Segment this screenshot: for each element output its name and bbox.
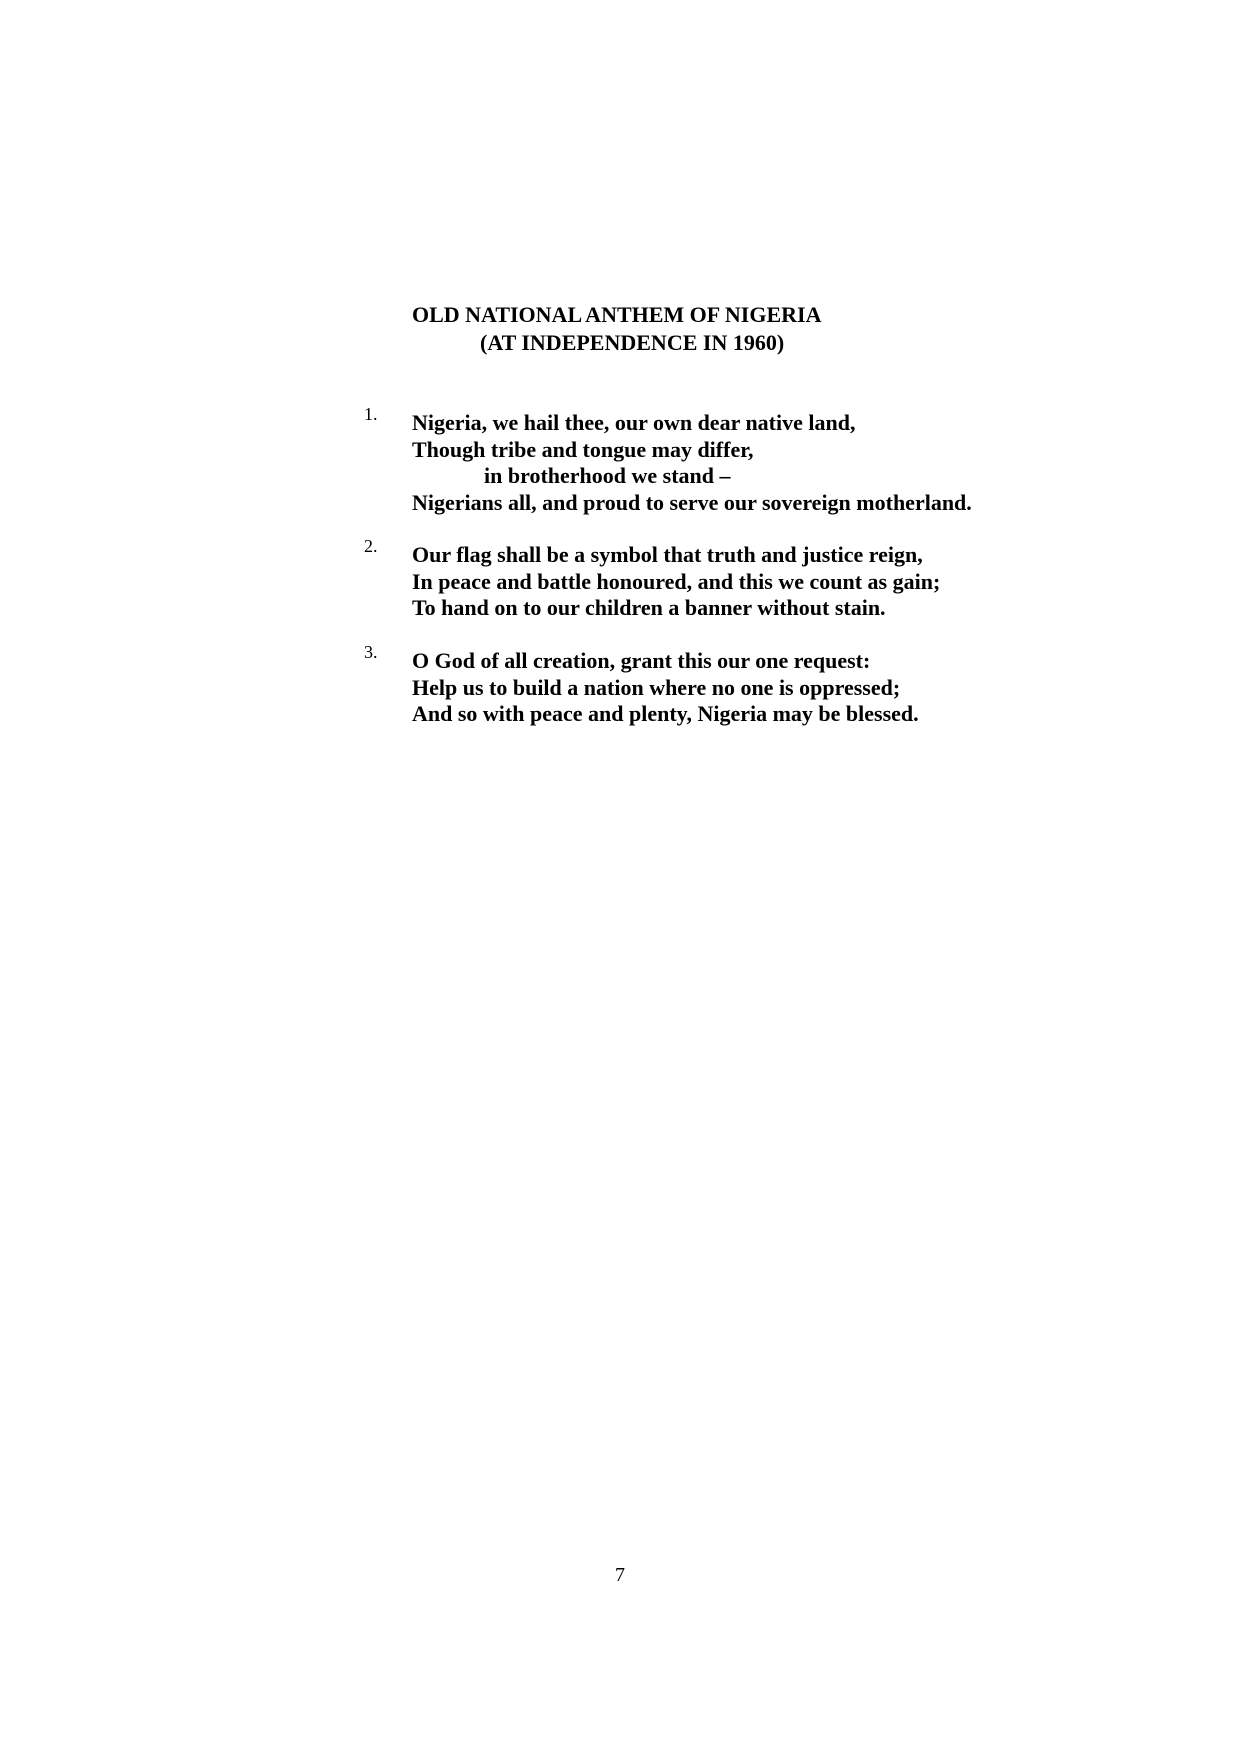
document-title: OLD NATIONAL ANTHEM OF NIGERIA [412, 302, 822, 327]
verse-lines [412, 542, 940, 622]
verse-number: 1. [364, 404, 378, 424]
verse-line: Nigerians all, and proud to serve our sovereign motherland. [412, 489, 972, 515]
verse-lines [412, 410, 972, 516]
verse-line: Nigeria, we hail thee, our own dear native land, [412, 410, 856, 435]
document-subtitle: (AT INDEPENDENCE IN 1960) [480, 330, 785, 355]
verse-line: In peace and battle honoured, and this we count as gain; [412, 568, 941, 594]
verse-line: Though tribe and tongue may differ, [412, 436, 754, 462]
verse-line: Our flag shall be a symbol that truth and justice reign, [412, 542, 923, 567]
page-number: 7 [615, 1564, 625, 1586]
verse-line: in brotherhood we stand – [484, 463, 731, 488]
verse-line: To hand on to our children a banner without stain. [412, 595, 886, 620]
verse-line: And so with peace and plenty, Nigeria may be blessed. [412, 701, 919, 726]
verse-lines [412, 648, 919, 728]
verse-number: 3. [364, 642, 378, 662]
verse-line: O God of all creation, grant this our one request: [412, 648, 871, 673]
verse-number: 2. [364, 536, 378, 556]
verse-line: Help us to build a nation where no one is oppressed; [412, 674, 901, 700]
